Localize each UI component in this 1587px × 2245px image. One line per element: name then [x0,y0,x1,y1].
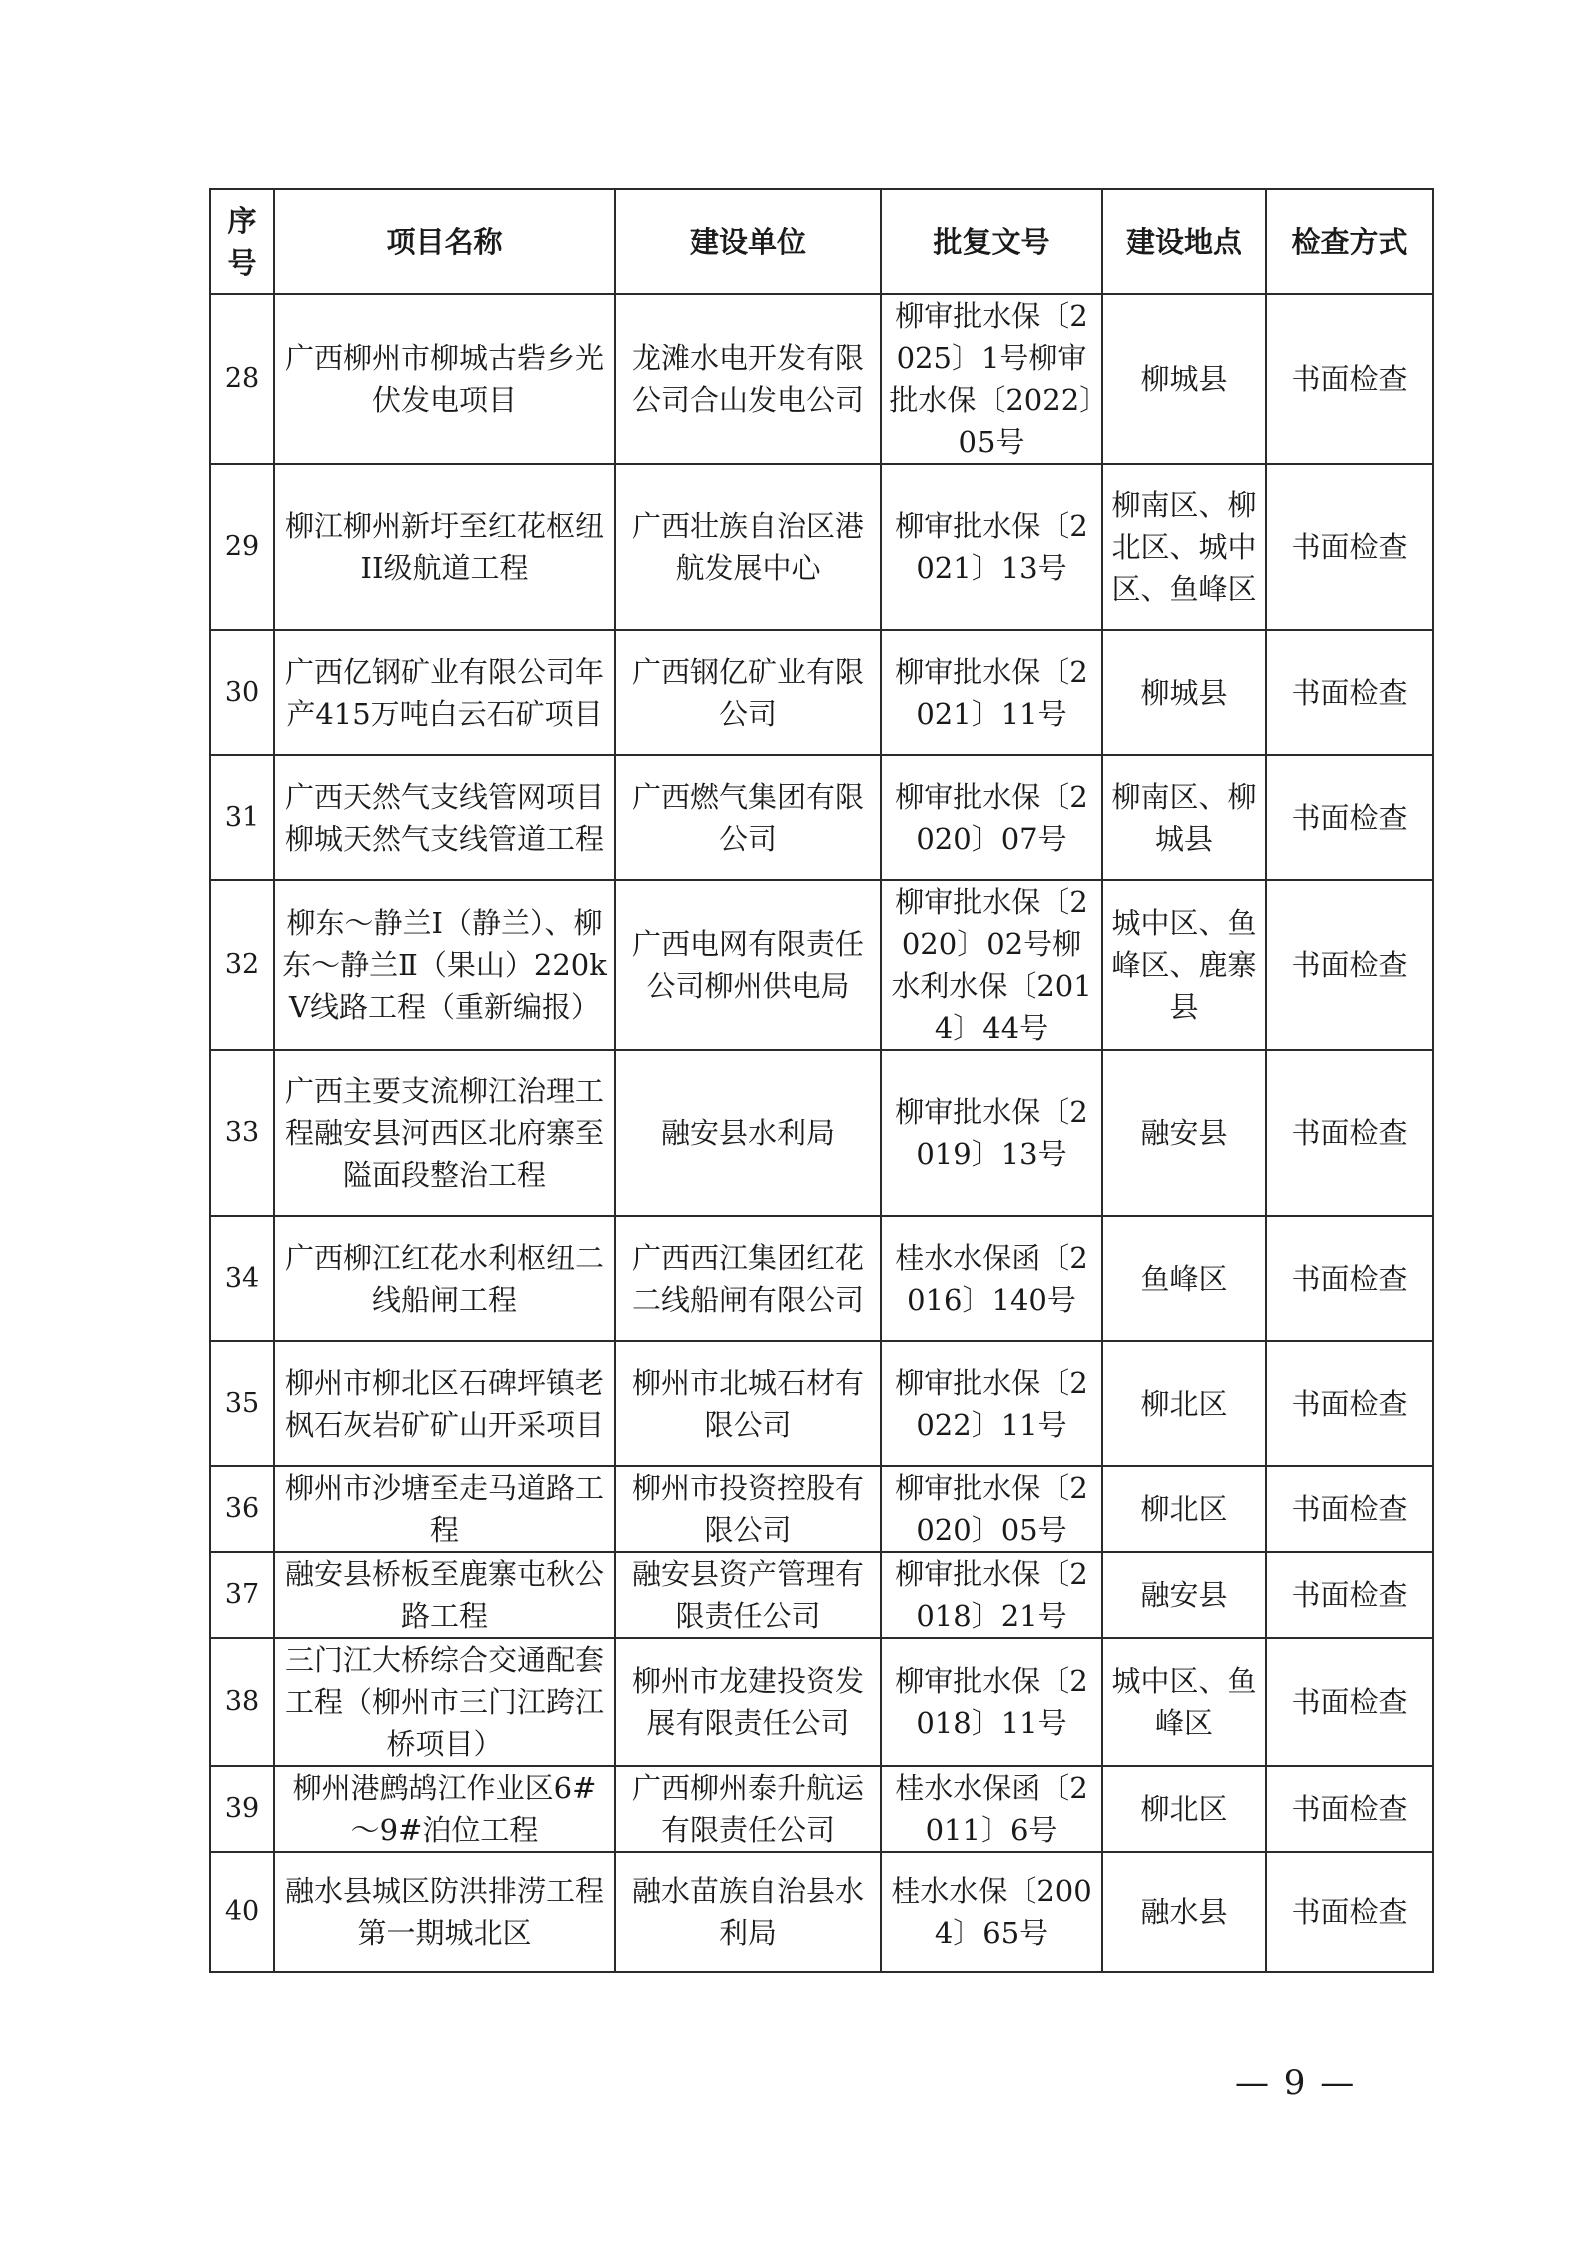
inspection-method-cell: 书面检查 [1266,1766,1433,1852]
seq-cell: 29 [210,464,274,630]
inspection-method-cell: 书面检查 [1266,464,1433,630]
header-approval-number: 批复文号 [881,189,1102,294]
inspection-method-cell: 书面检查 [1266,880,1433,1050]
construction-unit-cell: 柳州市龙建投资发展有限责任公司 [615,1638,881,1766]
table-row [210,755,1433,880]
table-row [210,464,1433,630]
table-row [210,1466,1433,1552]
location-cell: 城中区、鱼峰区 [1102,1638,1266,1766]
seq-cell: 40 [210,1852,274,1972]
location-cell: 柳城县 [1102,630,1266,755]
project-name-cell: 柳州港鹧鸪江作业区6#～9#泊位工程 [274,1766,615,1852]
seq-cell: 36 [210,1466,274,1552]
construction-unit-cell: 龙滩水电开发有限公司合山发电公司 [615,294,881,464]
project-name-cell: 柳东～静兰Ⅰ（静兰）、柳东～静兰Ⅱ（果山）220kV线路工程（重新编报） [274,880,615,1050]
seq-cell: 38 [210,1638,274,1766]
header-location: 建设地点 [1102,189,1266,294]
inspection-method-cell: 书面检查 [1266,1552,1433,1638]
approval-number-cell: 柳审批水保〔2022〕11号 [881,1341,1102,1466]
inspection-method-cell: 书面检查 [1266,1050,1433,1216]
approval-number-cell: 柳审批水保〔2025〕1号柳审批水保〔2022〕05号 [881,294,1102,464]
construction-unit-cell: 融水苗族自治县水利局 [615,1852,881,1972]
project-name-cell: 三门江大桥综合交通配套工程（柳州市三门江跨江桥项目） [274,1638,615,1766]
project-name-cell: 融安县桥板至鹿寨屯秋公路工程 [274,1552,615,1638]
approval-number-cell: 柳审批水保〔2018〕11号 [881,1638,1102,1766]
header-inspection-method: 检查方式 [1266,189,1433,294]
location-cell: 柳南区、柳城县 [1102,755,1266,880]
project-inspection-table [209,188,1434,1973]
inspection-method-cell: 书面检查 [1266,1852,1433,1972]
project-name-cell: 柳州市沙塘至走马道路工程 [274,1466,615,1552]
inspection-method-cell: 书面检查 [1266,294,1433,464]
table-row [210,880,1433,1050]
location-cell: 柳北区 [1102,1466,1266,1552]
construction-unit-cell: 广西柳州泰升航运有限责任公司 [615,1766,881,1852]
construction-unit-cell: 广西西江集团红花二线船闸有限公司 [615,1216,881,1341]
seq-cell: 39 [210,1766,274,1852]
location-cell: 融安县 [1102,1552,1266,1638]
table-row [210,1552,1433,1638]
inspection-method-cell: 书面检查 [1266,755,1433,880]
construction-unit-cell: 广西电网有限责任公司柳州供电局 [615,880,881,1050]
approval-number-cell: 桂水水保函〔2011〕6号 [881,1766,1102,1852]
approval-number-cell: 桂水水保〔2004〕65号 [881,1852,1102,1972]
seq-cell: 31 [210,755,274,880]
location-cell: 城中区、鱼峰区、鹿寨县 [1102,880,1266,1050]
location-cell: 鱼峰区 [1102,1216,1266,1341]
project-name-cell: 广西主要支流柳江治理工程融安县河西区北府寨至隘面段整治工程 [274,1050,615,1216]
seq-cell: 30 [210,630,274,755]
table-row [210,294,1433,464]
construction-unit-cell: 柳州市北城石材有限公司 [615,1341,881,1466]
table-row [210,1638,1433,1766]
approval-number-cell: 柳审批水保〔2020〕07号 [881,755,1102,880]
inspection-method-cell: 书面检查 [1266,630,1433,755]
construction-unit-cell: 广西壮族自治区港航发展中心 [615,464,881,630]
project-name-cell: 柳江柳州新圩至红花枢纽II级航道工程 [274,464,615,630]
project-name-cell: 广西柳江红花水利枢纽二线船闸工程 [274,1216,615,1341]
inspection-method-cell: 书面检查 [1266,1638,1433,1766]
approval-number-cell: 柳审批水保〔2019〕13号 [881,1050,1102,1216]
table-row [210,1852,1433,1972]
inspection-method-cell: 书面检查 [1266,1216,1433,1341]
project-name-cell: 融水县城区防洪排涝工程第一期城北区 [274,1852,615,1972]
seq-cell: 28 [210,294,274,464]
construction-unit-cell: 融安县水利局 [615,1050,881,1216]
header-construction-unit: 建设单位 [615,189,881,294]
location-cell: 柳城县 [1102,294,1266,464]
approval-number-cell: 柳审批水保〔2021〕11号 [881,630,1102,755]
table-header-row [210,189,1433,294]
page-number: — 9 — [1235,2063,1357,2103]
project-name-cell: 广西天然气支线管网项目柳城天然气支线管道工程 [274,755,615,880]
table-row [210,1216,1433,1341]
construction-unit-cell: 广西钢亿矿业有限公司 [615,630,881,755]
seq-cell: 32 [210,880,274,1050]
seq-cell: 34 [210,1216,274,1341]
project-name-cell: 柳州市柳北区石碑坪镇老枫石灰岩矿矿山开采项目 [274,1341,615,1466]
location-cell: 融安县 [1102,1050,1266,1216]
location-cell: 柳北区 [1102,1766,1266,1852]
table-row [210,1341,1433,1466]
approval-number-cell: 桂水水保函〔2016〕140号 [881,1216,1102,1341]
table-row [210,630,1433,755]
approval-number-cell: 柳审批水保〔2021〕13号 [881,464,1102,630]
project-name-cell: 广西亿钢矿业有限公司年产415万吨白云石矿项目 [274,630,615,755]
header-seq: 序 号 [210,189,274,294]
approval-number-cell: 柳审批水保〔2018〕21号 [881,1552,1102,1638]
inspection-method-cell: 书面检查 [1266,1466,1433,1552]
seq-cell: 35 [210,1341,274,1466]
seq-cell: 33 [210,1050,274,1216]
seq-cell: 37 [210,1552,274,1638]
header-project-name: 项目名称 [274,189,615,294]
location-cell: 融水县 [1102,1852,1266,1972]
table-row [210,1050,1433,1216]
approval-number-cell: 柳审批水保〔2020〕02号柳水利水保〔2014〕44号 [881,880,1102,1050]
project-name-cell: 广西柳州市柳城古砦乡光伏发电项目 [274,294,615,464]
construction-unit-cell: 融安县资产管理有限责任公司 [615,1552,881,1638]
location-cell: 柳北区 [1102,1341,1266,1466]
construction-unit-cell: 柳州市投资控股有限公司 [615,1466,881,1552]
location-cell: 柳南区、柳北区、城中区、鱼峰区 [1102,464,1266,630]
table-row [210,1766,1433,1852]
approval-number-cell: 柳审批水保〔2020〕05号 [881,1466,1102,1552]
construction-unit-cell: 广西燃气集团有限公司 [615,755,881,880]
inspection-method-cell: 书面检查 [1266,1341,1433,1466]
